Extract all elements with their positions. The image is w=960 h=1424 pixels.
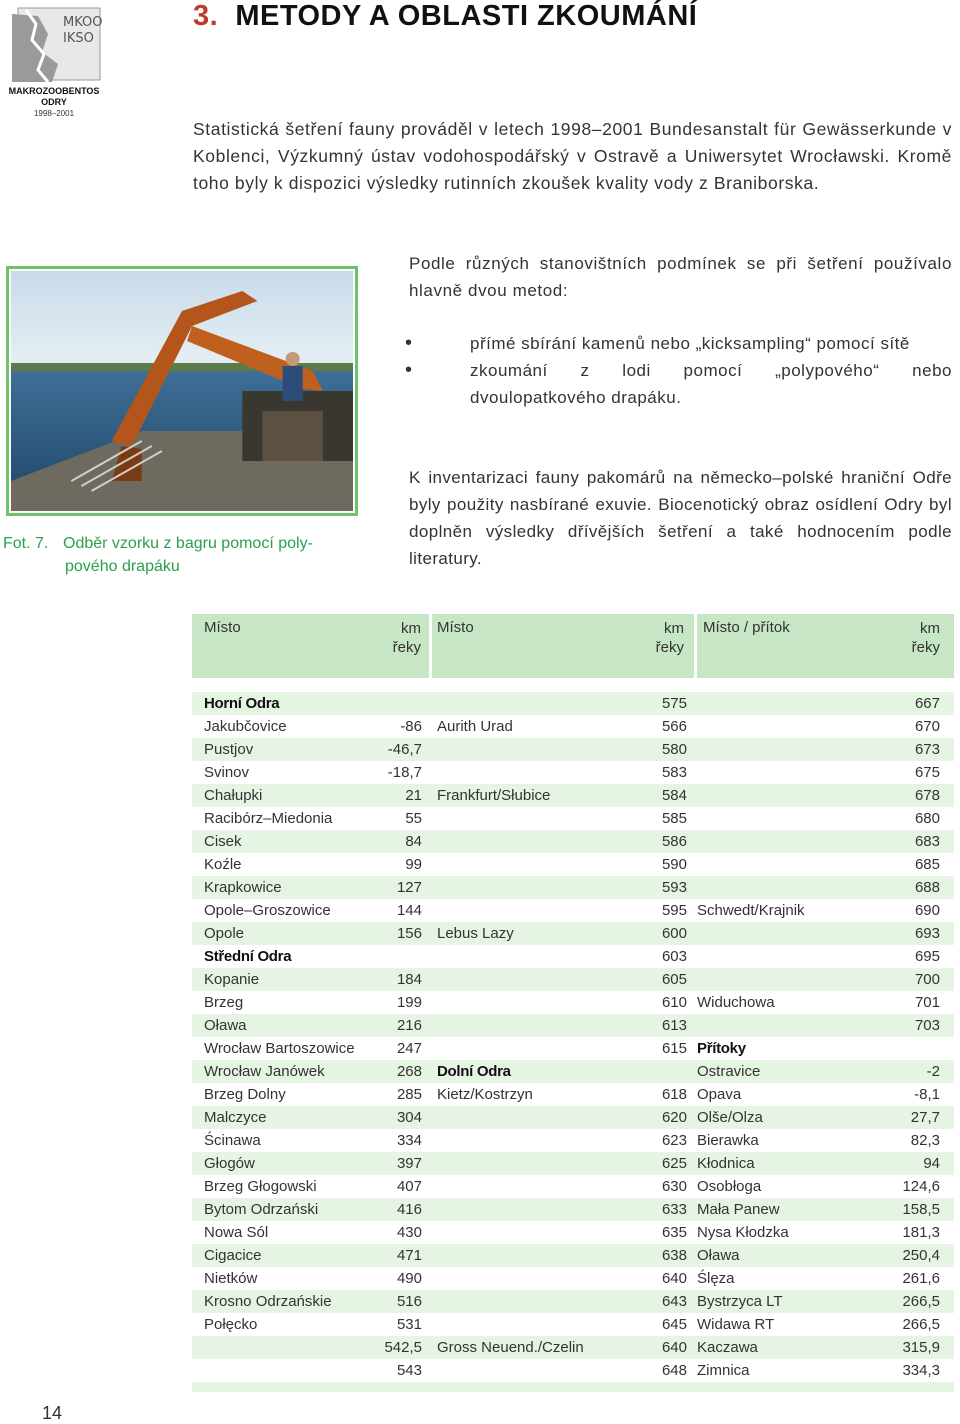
chapter-heading (193, 0, 697, 33)
logo-line2: ODRY (41, 97, 67, 107)
table-body (192, 692, 954, 1382)
cell-place-1: Kopanie (204, 971, 260, 988)
cell-place-2: Frankfurt/Słubice (437, 787, 551, 804)
cell-km-2: 585 (661, 810, 687, 827)
cell-km-1: 430 (396, 1224, 422, 1241)
header-river: řeky (392, 639, 421, 656)
cell-km-3: 673 (914, 741, 940, 758)
cell-place-3: Ślęza (697, 1270, 735, 1287)
table-row (192, 876, 954, 899)
cell-km-2: 575 (661, 695, 687, 712)
cell-place-1 (192, 1359, 322, 1382)
table-row (192, 1290, 954, 1313)
excavator-photo (6, 266, 358, 516)
chapter-number: 3. (193, 0, 219, 32)
table-row (192, 1359, 954, 1382)
cell-km-1: 216 (396, 1017, 422, 1034)
cell-place-1: Bytom Odrzański (204, 1201, 319, 1218)
cell-place-2 (430, 1129, 570, 1152)
header-place: Místo / přítok (703, 619, 790, 636)
cell-km-3: -2 (926, 1063, 940, 1080)
cell-place-2 (430, 1152, 570, 1175)
cell-place-1: Krapkowice (204, 879, 282, 896)
cell-place-3: Nysa Kłodzka (697, 1224, 789, 1241)
cell-km-2: 586 (661, 833, 687, 850)
cell-km-1: 531 (396, 1316, 422, 1333)
header-river: řeky (655, 639, 684, 656)
cell-km-3: 693 (914, 925, 940, 942)
cell-km-2: 584 (661, 787, 687, 804)
cell-km-1: 471 (396, 1247, 422, 1264)
cell-place-1: Wrocław Bartoszowice (204, 1040, 355, 1057)
cell-place-3: Oława (697, 1247, 740, 1264)
cell-km-3: 700 (914, 971, 940, 988)
table-row (192, 1221, 954, 1244)
logo-mark-text-1: MKOO (63, 15, 103, 30)
caption-line2: pového drapáku (65, 558, 180, 575)
cell-place-3 (687, 738, 827, 761)
cell-place-1: Wrocław Janówek (204, 1063, 325, 1080)
cell-place-1: Svinov (204, 764, 250, 781)
cell-km-1: 144 (396, 902, 422, 919)
table-row (192, 1014, 954, 1037)
cell-place-3 (687, 945, 827, 968)
cell-km-1: 84 (405, 833, 422, 850)
cell-place-2 (430, 899, 570, 922)
table-row (192, 738, 954, 761)
cell-km-2: 630 (661, 1178, 687, 1195)
cell-km-3: 703 (914, 1017, 940, 1034)
cell-place-2 (430, 876, 570, 899)
cell-km-3: 675 (914, 764, 940, 781)
table-row (192, 1060, 954, 1083)
cell-place-2 (430, 761, 570, 784)
cell-place-1: Horní Odra (204, 695, 280, 712)
cell-km-2: 613 (661, 1017, 687, 1034)
cell-place-2 (430, 830, 570, 853)
cell-place-2 (430, 945, 570, 968)
cell-place-2: Dolní Odra (437, 1063, 511, 1080)
cell-km-2: 583 (661, 764, 687, 781)
table-row (192, 968, 954, 991)
table-row (192, 1175, 954, 1198)
table-footer-stripe (192, 1382, 954, 1392)
cell-km-2: 638 (661, 1247, 687, 1264)
cell-km-3: 683 (914, 833, 940, 850)
cell-place-1: Cisek (204, 833, 242, 850)
cell-place-2 (430, 1267, 570, 1290)
list-item-text: zkoumání z lodi pomocí „polypového“ nebo dvoulopatkového drapáku. (470, 361, 952, 407)
table-row (192, 1336, 954, 1359)
table-row (192, 784, 954, 807)
header-river: řeky (911, 639, 940, 656)
caption-line1: Odběr vzorku z bagru pomocí poly- (63, 535, 313, 552)
cell-km-2: 615 (661, 1040, 687, 1057)
cell-km-2: 645 (661, 1316, 687, 1333)
cell-km-1: 127 (396, 879, 422, 896)
cell-place-1: Malczyce (204, 1109, 267, 1126)
cell-place-3 (687, 715, 827, 738)
logo-line3: 1998–2001 (33, 109, 75, 118)
cell-place-3: Osobłoga (697, 1178, 762, 1195)
cell-place-1: Krosno Odrzańskie (204, 1293, 332, 1310)
cell-place-3 (687, 853, 827, 876)
cell-place-3: Kaczawa (697, 1339, 758, 1356)
cell-place-2 (430, 1198, 570, 1221)
cell-place-3 (687, 830, 827, 853)
cell-km-3: 266,5 (902, 1293, 940, 1310)
cell-km-3: 315,9 (902, 1339, 940, 1356)
cell-km-1: 416 (396, 1201, 422, 1218)
cell-km-3: 678 (914, 787, 940, 804)
cell-km-2: 590 (661, 856, 687, 873)
table-row (192, 922, 954, 945)
cell-km-2: 595 (661, 902, 687, 919)
cell-km-1: 247 (396, 1040, 422, 1057)
cell-place-3: Kłodnica (697, 1155, 755, 1172)
cell-place-1: Střední Odra (204, 948, 292, 965)
cell-place-3 (687, 876, 827, 899)
cell-place-1: Koźle (204, 856, 242, 873)
table-row (192, 853, 954, 876)
cell-place-2 (430, 1359, 570, 1382)
header-col-2 (432, 614, 694, 678)
cell-km-2: 623 (661, 1132, 687, 1149)
cell-km-2: 648 (661, 1362, 687, 1379)
cell-km-1: 55 (405, 810, 422, 827)
cell-km-1: 156 (396, 925, 422, 942)
cell-place-2 (430, 692, 570, 715)
cell-km-1 (322, 692, 430, 715)
bullet-icon: • (405, 332, 413, 354)
cell-place-3 (687, 922, 827, 945)
table-row (192, 761, 954, 784)
caption-label: Fot. 7. (3, 535, 49, 552)
cell-place-2 (430, 1037, 570, 1060)
cell-place-2: Kietz/Kostrzyn (437, 1086, 533, 1103)
cell-km-2: 603 (661, 948, 687, 965)
cell-place-1: Brzeg Głogowski (204, 1178, 317, 1195)
table-header (192, 614, 954, 678)
table-row (192, 692, 954, 715)
excavator-photo-image (11, 271, 353, 511)
cell-place-1: Cigacice (204, 1247, 262, 1264)
cell-place-1: Opole–Groszowice (204, 902, 331, 919)
cell-km-2: 625 (661, 1155, 687, 1172)
cell-place-1: Nowa Sól (204, 1224, 269, 1241)
cell-km-1: 285 (396, 1086, 422, 1103)
cell-km-2: 643 (661, 1293, 687, 1310)
bullet-icon: • (405, 359, 413, 381)
cell-km-2: 620 (661, 1109, 687, 1126)
table-row (192, 991, 954, 1014)
cell-place-3: Widuchowa (697, 994, 775, 1011)
cell-place-2: Gross Neuend./Czelin (437, 1339, 584, 1356)
cell-km-2: 593 (661, 879, 687, 896)
cell-km-1: -18,7 (387, 764, 422, 781)
cell-km-3: 158,5 (902, 1201, 940, 1218)
cell-km-1: 542,5 (384, 1339, 422, 1356)
cell-place-2 (430, 853, 570, 876)
table-row (192, 1152, 954, 1175)
cell-place-1: Jakubčovice (204, 718, 287, 735)
cell-km-1 (322, 945, 430, 968)
cell-km-3: 334,3 (902, 1362, 940, 1379)
page-number: 14 (42, 1403, 63, 1423)
intro-paragraph: Statistická šetření fauny prováděl v letech 1998–2001 Bundesanstalt für Gewässerkunde v Koblenci, Výzkumný ústav vodohospodářský v Ostravě a Uniwersytet Wrocławski. Kromě toho byly k dispozici výsledky rutinních zkoušek kvality vody z Braniborska. (193, 119, 952, 193)
cell-km-3: 680 (914, 810, 940, 827)
cell-km-1: 397 (396, 1155, 422, 1172)
cell-km-3 (827, 1037, 954, 1060)
cell-km-2: 580 (661, 741, 687, 758)
list-item (405, 357, 952, 411)
cell-place-1: Chałupki (204, 787, 263, 804)
inventory-paragraph: K inventarizaci fauny pakomárů na německo–polské hraniční Odře byly použity nasbírané exuvie. Biocenotický obraz osídlení Odry byl doplněn výsledky dřívějších šetření a také hodnocením podle literatury. (409, 468, 952, 568)
cell-place-1: Brzeg Dolny (204, 1086, 286, 1103)
cell-place-2 (430, 1221, 570, 1244)
cell-km-3: 250,4 (902, 1247, 940, 1264)
cell-km-3: 667 (914, 695, 940, 712)
chapter-title: METODY A OBLASTI ZKOUMÁNÍ (235, 0, 698, 32)
methods-list (405, 330, 952, 411)
cell-place-1: Brzeg (204, 994, 244, 1011)
cell-place-3: Mała Panew (697, 1201, 780, 1218)
table-row (192, 1083, 954, 1106)
cell-km-3: 181,3 (902, 1224, 940, 1241)
cell-place-2 (430, 1244, 570, 1267)
cell-km-1: 99 (405, 856, 422, 873)
cell-km-1: -86 (400, 718, 422, 735)
header-col-1 (192, 614, 429, 678)
cell-km-3: 701 (914, 994, 940, 1011)
cell-place-2 (430, 738, 570, 761)
cell-km-2: 635 (661, 1224, 687, 1241)
cell-place-1: Nietków (204, 1270, 258, 1287)
cell-place-1: Oława (204, 1017, 247, 1034)
cell-place-2 (430, 807, 570, 830)
table-row (192, 1244, 954, 1267)
cell-km-2: 605 (661, 971, 687, 988)
table-row (192, 1267, 954, 1290)
cell-km-1: 516 (396, 1293, 422, 1310)
cell-place-2 (430, 1313, 570, 1336)
cell-place-1: Pustjov (204, 741, 254, 758)
cell-km-1: 184 (396, 971, 422, 988)
table-row (192, 715, 954, 738)
cell-km-1: 199 (396, 994, 422, 1011)
cell-place-3: Bystrzyca LT (697, 1293, 783, 1310)
cell-place-1: Głogów (204, 1155, 255, 1172)
cell-place-3 (687, 761, 827, 784)
cell-place-3: Olše/Olza (697, 1109, 763, 1126)
cell-km-1: 407 (396, 1178, 422, 1195)
cell-km-1: 268 (396, 1063, 422, 1080)
cell-km-3: 82,3 (910, 1132, 940, 1149)
cell-place-3: Widawa RT (697, 1316, 775, 1333)
cell-place-3 (687, 968, 827, 991)
cell-km-3: 266,5 (902, 1316, 940, 1333)
cell-place-2 (430, 1014, 570, 1037)
logo-mark-text-2: IKSO (63, 31, 94, 46)
cell-km-1: 543 (396, 1362, 422, 1379)
cell-place-3: Schwedt/Krajnik (697, 902, 805, 919)
table-row (192, 807, 954, 830)
sites-table (192, 614, 954, 1392)
table-row (192, 1129, 954, 1152)
logo-text (4, 86, 104, 119)
cell-place-1: Ścinawa (204, 1132, 261, 1149)
cell-km-2: 566 (661, 718, 687, 735)
cell-km-2 (570, 1060, 687, 1083)
cell-km-1: 490 (396, 1270, 422, 1287)
cell-place-1 (192, 1336, 322, 1359)
list-item-text: přímé sbírání kamenů nebo „kicksampling“ pomocí sítě (470, 334, 910, 353)
cell-place-3 (687, 807, 827, 830)
photo-caption (3, 532, 363, 578)
header-km: km (401, 620, 421, 637)
cell-place-3: Zimnica (697, 1362, 750, 1379)
table-row (192, 1198, 954, 1221)
table-row (192, 1106, 954, 1129)
cell-place-2: Lebus Lazy (437, 925, 514, 942)
cell-place-2 (430, 991, 570, 1014)
cell-place-1: Racibórz–Miedonia (204, 810, 333, 827)
cell-km-2: 640 (661, 1339, 687, 1356)
table-row (192, 1037, 954, 1060)
table-row (192, 945, 954, 968)
cell-place-1: Połęcko (204, 1316, 258, 1333)
header-km: km (664, 620, 684, 637)
header-place: Místo (437, 619, 474, 636)
cell-km-3: 685 (914, 856, 940, 873)
table-row (192, 1313, 954, 1336)
cell-km-1: 304 (396, 1109, 422, 1126)
header-km: km (920, 620, 940, 637)
cell-place-3: Opava (697, 1086, 742, 1103)
cell-place-3: Bierawka (697, 1132, 759, 1149)
cell-place-2 (430, 1290, 570, 1313)
cell-place-3: Přítoky (697, 1040, 746, 1057)
list-item (405, 330, 952, 357)
cell-km-2: 633 (661, 1201, 687, 1218)
table-row (192, 830, 954, 853)
header-place: Místo (204, 619, 241, 636)
cell-km-2: 618 (661, 1086, 687, 1103)
cell-place-2 (430, 968, 570, 991)
header-col-3 (697, 614, 954, 678)
cell-km-2: 600 (661, 925, 687, 942)
cell-km-3: 27,7 (910, 1109, 940, 1126)
cell-km-3: 261,6 (902, 1270, 940, 1287)
cell-km-3: 124,6 (902, 1178, 940, 1195)
cell-km-1: -46,7 (387, 741, 422, 758)
cell-km-1: 334 (396, 1132, 422, 1149)
cell-km-3: 94 (923, 1155, 940, 1172)
cell-km-3: 690 (914, 902, 940, 919)
cell-place-2: Aurith Urad (437, 718, 513, 735)
cell-place-1: Opole (204, 925, 245, 942)
cell-place-2 (430, 1175, 570, 1198)
cell-place-3: Ostravice (697, 1063, 761, 1080)
cell-km-3: -8,1 (914, 1086, 940, 1103)
cell-place-3 (687, 784, 827, 807)
cell-km-3: 695 (914, 948, 940, 965)
cell-km-3: 670 (914, 718, 940, 735)
cell-place-3 (687, 1014, 827, 1037)
cell-km-2: 640 (661, 1270, 687, 1287)
table-row (192, 899, 954, 922)
methods-intro: Podle různých stanovištních podmínek se při šetření používalo hlavně dvou metod: (409, 254, 952, 300)
cell-km-3: 688 (914, 879, 940, 896)
cell-place-3 (687, 692, 827, 715)
cell-km-2: 610 (661, 994, 687, 1011)
logo-line1: MAKROZOOBENTOS (8, 86, 100, 96)
cell-km-1: 21 (405, 787, 422, 804)
mkoo-logo (8, 4, 103, 84)
cell-place-2 (430, 1106, 570, 1129)
